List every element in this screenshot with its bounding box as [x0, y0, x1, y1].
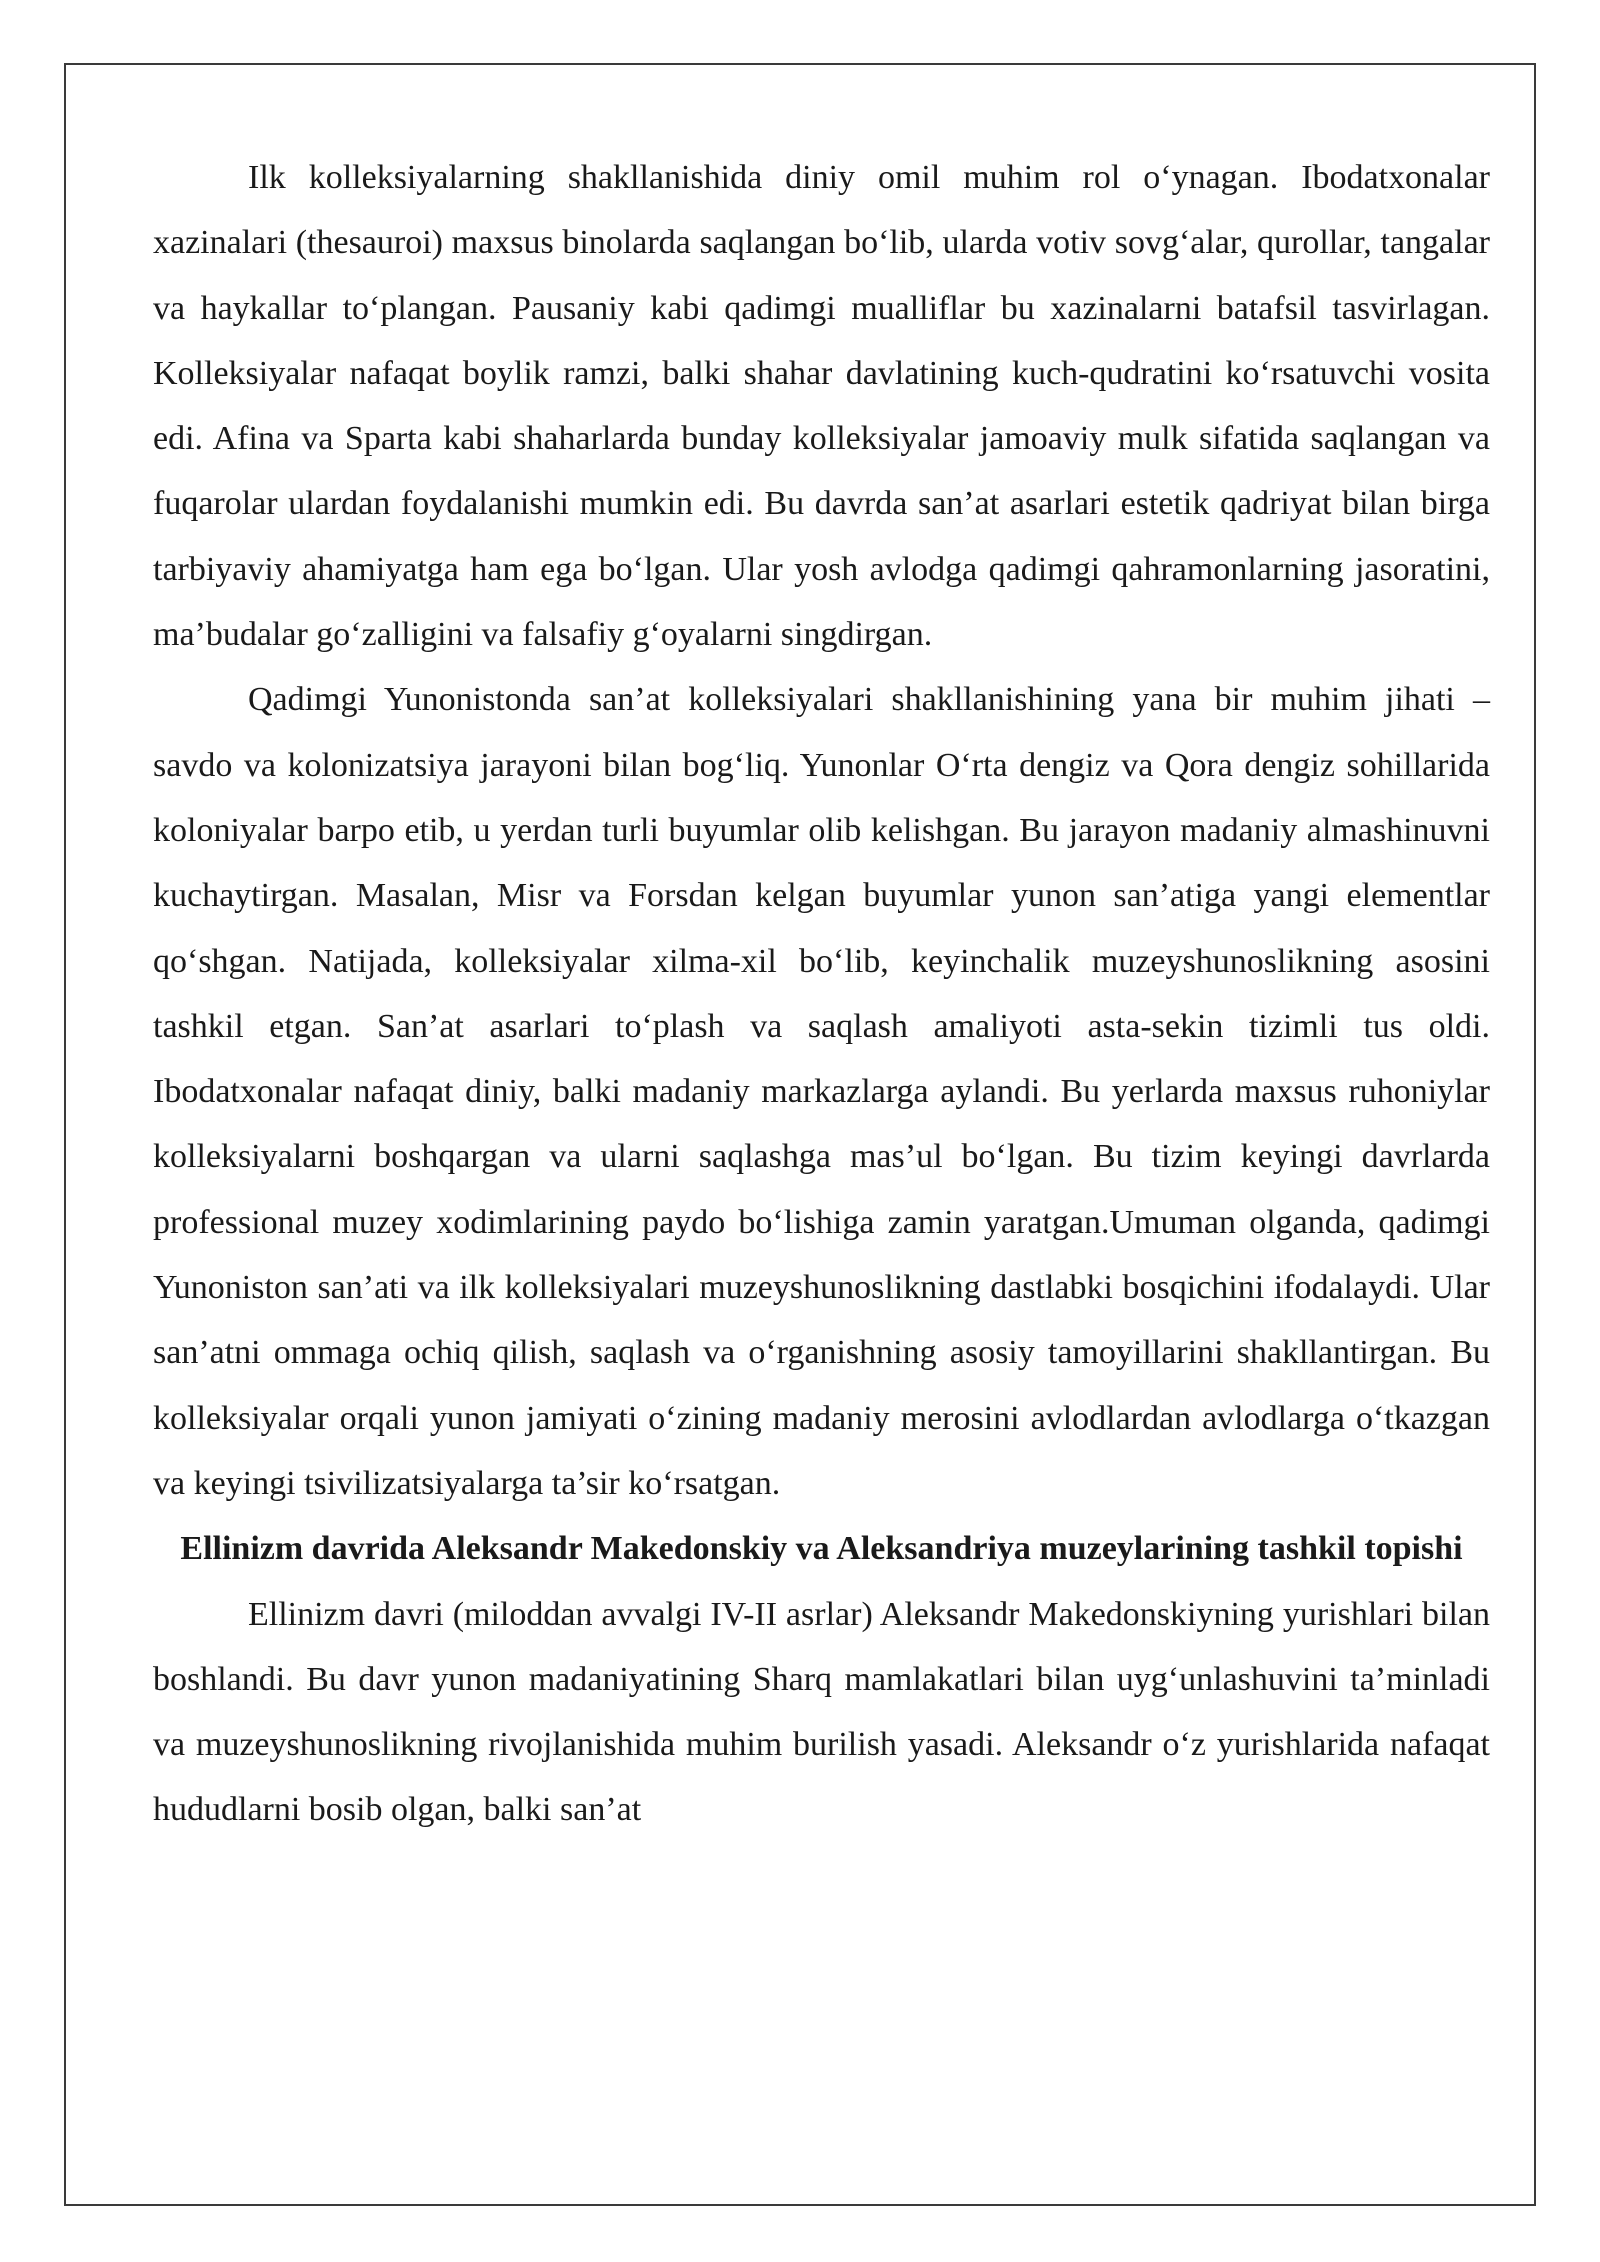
paragraph-trade-colonization: Qadimgi Yunonistonda san’at kolleksiyalari shakllanishining yana bir muhim jihati – savdo va kolonizatsiya jarayoni bilan bog‘liq. Yunonlar O‘rta dengiz va Qora dengiz sohillarida koloniyalar barpo etib, u yerdan turli buyumlar olib kelishgan. Bu jarayon madaniy almashinuvni kuchaytirgan. Masalan, Misr va Forsdan kelgan buyumlar yunon san’atiga yangi elementlar qo‘shgan. Natijada, kolleksiyalar xilma-xil bo‘lib, keyinchalik muzeyshunoslikning asosini tashkil etgan. San’at asarlari to‘plash va saqlash amaliyoti asta-sekin tizimli tus oldi. Ibodatxonalar nafaqat diniy, balki madaniy markazlarga aylandi. Bu yerlarda maxsus ruhoniylar kolleksiyalarni boshqargan va ularni saqlashga mas’ul bo‘lgan. Bu tizim keyingi davrlarda professional muzey xodimlarining paydo bo‘lishiga zamin yaratgan.Umuman olganda, qadimgi Yunoniston san’ati va ilk kolleksiyalari muzeyshunoslikning dastlabki bosqichini ifodalaydi. Ular san’atni ommaga ochiq qilish, saqlash va o‘rganishning asosiy tamoyillarini shakllantirgan. Bu kolleksiyalar orqali yunon jamiyati o‘zining madaniy merosini avlodlardan avlodlarga o‘tkazgan va keyingi tsivilizatsiyalarga ta’sir ko‘rsatgan. [153, 681, 1490, 1502]
paragraph-religious-collections: Ilk kolleksiyalarning shakllanishida diniy omil muhim rol o‘ynagan. Ibodatxonalar xazinalari (thesauroi) maxsus binolarda saqlangan bo‘lib, ularda votiv sovg‘alar, qurollar, tangalar va haykallar to‘plangan. Pausaniy kabi qadimgi mualliflar bu xazinalarni batafsil tasvirlagan. Kolleksiyalar nafaqat boylik ramzi, balki shahar davlatining kuch-qudratini ko‘rsatuvchi vosita edi. Afina va Sparta kabi shaharlarda bunday kolleksiyalar jamoaviy mulk sifatida saqlangan va fuqarolar ulardan foydalanishi mumkin edi. Bu davrda san’at asarlari estetik qadriyat bilan birga tarbiyaviy ahamiyatga ham ega bo‘lgan. Ular yosh avlodga qadimgi qahramonlarning jasoratini, ma’budalar go‘zalligini va falsafiy g‘oyalarni singdirgan. [153, 159, 1490, 654]
paragraph-hellenism: Ellinizm davri (miloddan avvalgi IV-II asrlar) Aleksandr Makedonskiyning yurishlari bilan boshlandi. Bu davr yunon madaniyatining Sharq mamlakatlari bilan uyg‘unlashuvini ta’minladi va muzeyshunoslikning rivojlanishida muhim burilish yasadi. Aleksandr o‘z yurishlarida nafaqat hududlarni bosib olgan, balki san’at [153, 1595, 1490, 1829]
document-body [153, 145, 1490, 1843]
section-heading: Ellinizm davrida Aleksandr Makedonskiy va Aleksandriya muzeylarining tashkil topishi [180, 1530, 1463, 1568]
